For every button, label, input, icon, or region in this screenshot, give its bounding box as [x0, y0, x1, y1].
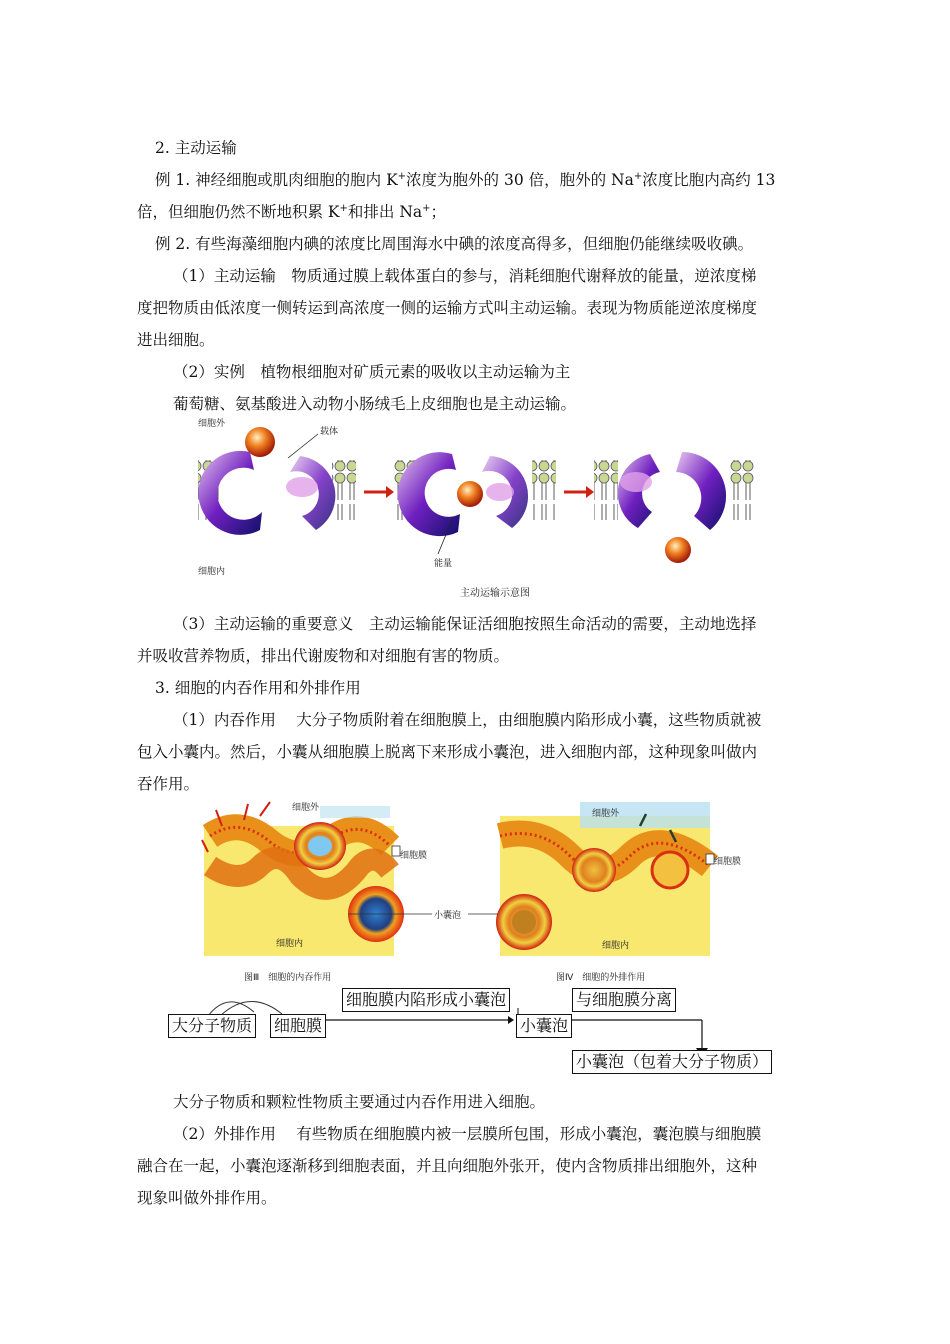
fig1-inside-label: 细胞内: [198, 567, 226, 577]
ex1-line2-a: 倍，但细胞仍然不断地积累 K: [137, 203, 340, 221]
ex1-text-b: 浓度为胞外的 30 倍，胞外的 Na: [406, 171, 634, 189]
example-1-line2: [137, 196, 446, 228]
flow-macromolecule-box: 大分子物质: [168, 1014, 256, 1038]
section-heading-active-transport: 2. 主动运输: [155, 139, 237, 157]
para-active-transport-line2: 度把物质由低浓度一侧转运到高浓度一侧的运输方式叫主动运输。表现为物质能逆浓度梯度: [137, 299, 758, 317]
para-active-transport-line3: 进出细胞。: [137, 331, 215, 349]
active-transport-diagram: [190, 412, 770, 602]
fig2-membrane-right: 细胞膜: [714, 857, 742, 867]
para-significance-line2: 并吸收营养物质，排出代谢废物和对细胞有害的物质。: [137, 647, 510, 665]
ex1-plus-1: +: [397, 171, 407, 182]
para-endocytosis-line2: 包入小囊内。然后，小囊从细胞膜上脱离下来形成小囊泡，进入细胞内部，这种现象叫做内: [137, 743, 758, 761]
fig2-membrane-left: 细胞膜: [400, 851, 428, 861]
para-example-line2: 葡萄糖、氨基酸进入动物小肠绒毛上皮细胞也是主动运输。: [173, 395, 577, 413]
para-exocytosis-line3: 现象叫做外排作用。: [137, 1189, 277, 1207]
para-exocytosis-line1: （2）外排作用 有些物质在细胞膜内被一层膜所包围，形成小囊泡，囊泡膜与细胞膜: [173, 1125, 762, 1143]
para-endocytosis-line3: 吞作用。: [137, 775, 200, 793]
fig1-caption: 主动运输示意图: [460, 588, 530, 599]
ex1-plus-3: +: [339, 203, 348, 214]
fig2-caption-right: 图Ⅳ 细胞的外排作用: [556, 973, 646, 983]
fig1-outside-label: 细胞外: [198, 419, 226, 429]
flow-separate-box: 与细胞膜分离: [572, 988, 676, 1012]
flow-membrane-box: 细胞膜: [270, 1014, 326, 1038]
section-heading-endocytosis: 3. 细胞的内吞作用和外排作用: [155, 679, 361, 697]
example-1-line1: [155, 164, 775, 196]
fig2-vesicle-label: 小囊泡: [434, 911, 462, 921]
endo-exo-figure: [200, 796, 760, 986]
fig1-energy-label: 能量: [434, 559, 453, 569]
flow-vesicle-full-box: 小囊泡（包着大分子物质）: [572, 1050, 772, 1074]
fig2-outside-left: 细胞外: [292, 803, 320, 813]
fig1-carrier-label: 载体: [320, 427, 339, 437]
active-transport-figure: [190, 412, 770, 602]
fig2-inside-left: 细胞内: [276, 939, 304, 949]
endo-exo-diagram: [200, 796, 760, 986]
fig2-caption-left: 图Ⅲ 细胞的内吞作用: [244, 973, 332, 983]
fig2-outside-right: 细胞外: [592, 809, 620, 819]
endocytosis-flowchart: [168, 984, 778, 1078]
ex1-text-c: 浓度比胞内高约 13: [642, 171, 776, 189]
para-summary: 大分子物质和颗粒性物质主要通过内吞作用进入细胞。: [173, 1093, 546, 1111]
ex1-plus-2: +: [633, 171, 643, 182]
flow-vesicle-box: 小囊泡: [516, 1014, 572, 1038]
para-endocytosis-line1: （1）内吞作用 大分子物质附着在细胞膜上，由细胞膜内陷形成小囊，这些物质就被: [173, 711, 762, 729]
para-active-transport-line1: （1）主动运输 物质通过膜上载体蛋白的参与，消耗细胞代谢释放的能量，逆浓度梯: [173, 267, 757, 285]
example-2: 例 2. 有些海藻细胞内碘的浓度比周围海水中碘的浓度高得多，但细胞仍能继续吸收碘。: [155, 235, 754, 253]
ex1-plus-4: +: [422, 203, 431, 214]
para-exocytosis-line2: 融合在一起，小囊泡逐渐移到细胞表面，并且向细胞外张开，使内含物质排出细胞外，这种: [137, 1157, 758, 1175]
para-significance-line1: （3）主动运输的重要意义 主动运输能保证活细胞按照生命活动的需要，主动地选择: [173, 615, 757, 633]
flow-invaginate-box: 细胞膜内陷形成小囊泡: [342, 988, 510, 1012]
ex1-text-a: 例 1. 神经细胞或肌肉细胞的胞内 K: [155, 171, 398, 189]
fig2-inside-right: 细胞内: [602, 941, 630, 951]
ex1-line2-c: ；: [430, 203, 447, 221]
ex1-line2-b: 和排出 Na: [347, 203, 423, 221]
para-example-line1: （2）实例 植物根细胞对矿质元素的吸收以主动运输为主: [173, 363, 571, 381]
